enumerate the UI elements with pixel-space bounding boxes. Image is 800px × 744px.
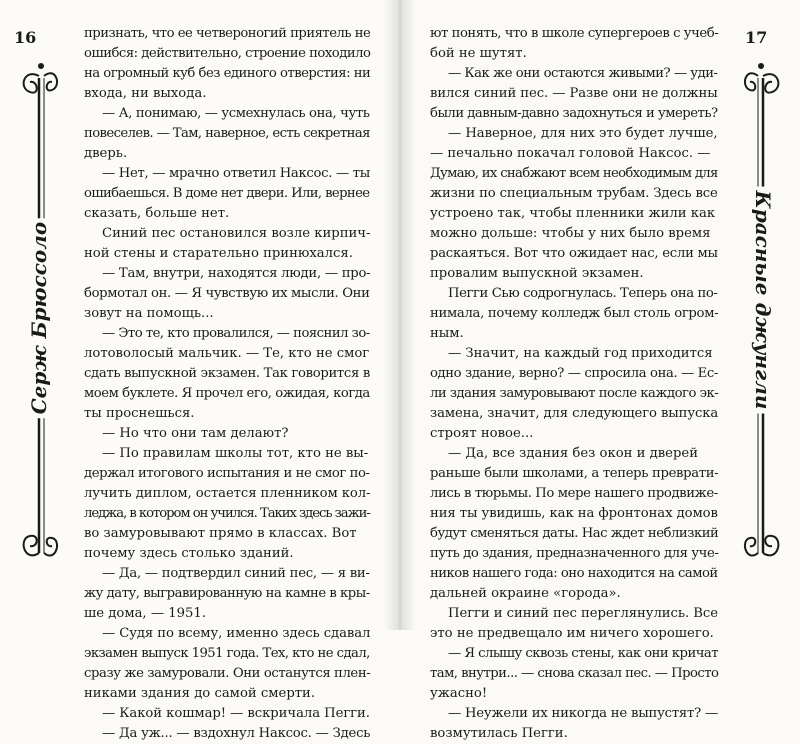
text-line: будут сменяться даты. Нас ждет неблизкий: [430, 526, 719, 541]
text-line: моем буклете. Я прочел его, ожидая, когда: [84, 386, 370, 401]
text-line: жизни по специальным трубам. Здесь все: [430, 186, 718, 201]
text-line: ным.: [430, 326, 464, 341]
text-line: во замуровывают прямо в классах. Вот: [84, 526, 357, 541]
text-line: ужасно!: [430, 686, 488, 701]
text-line: леджа, в котором он учился. Таких здесь зажи-: [84, 506, 370, 521]
text-line: — Это те, кто провалился, — пояснил зо-: [102, 326, 370, 341]
text-line: ты проснешься.: [84, 406, 195, 421]
text-line: лотоволосый мальчик. — Те, кто не смог: [84, 346, 370, 361]
text-line: — Да, — подтвердил синий пес, — я ви-: [102, 566, 370, 581]
text-line: — Да уж... — вздохнул Наксос. — Здесь: [102, 726, 371, 741]
text-line: — Да, все здания без окон и дверей: [448, 446, 699, 461]
text-line: Пегги Сью содрогнулась. Теперь она по-: [448, 286, 718, 301]
text-line: на огромный куб без единого отверстия: ни: [84, 66, 371, 81]
text-line: сказать, больше нет.: [84, 206, 230, 221]
text-line: провалим выпускной экзамен.: [430, 266, 644, 281]
text-line: — Судя по всему, именно здесь сдавал: [102, 626, 371, 641]
text-line: — Наверное, для них это будет лучше,: [448, 126, 718, 141]
text-line: Синий пес остановился возле кирпич-: [102, 226, 371, 241]
body-text: [84, 24, 370, 744]
text-line: зовут на помощь...: [84, 306, 214, 321]
text-line: там, внутри... — снова сказал пес. — Просто: [430, 666, 719, 681]
text-line: сдать выпускной экзамен. Так говорится в: [84, 366, 370, 381]
text-line: это не предвещало им ничего хорошего.: [430, 626, 714, 641]
text-line: ошибся: действительно, строение походило: [84, 46, 371, 61]
text-line: ния ты увидишь, как на фронтонах домов: [430, 506, 718, 521]
text-line: — Там, внутри, находятся люди, — про-: [102, 266, 371, 281]
text-line: — Я слышу сквозь стены, как они кричат: [448, 646, 719, 661]
body-text: [430, 24, 718, 744]
text-line: ной стены и старательно принюхался.: [84, 246, 353, 261]
text-line: держал итогового испытания и не смог по-: [84, 466, 370, 481]
text-line: строят новое...: [430, 426, 534, 441]
text-line: ют понять, что в школе супергероев с учеб-: [430, 26, 719, 41]
text-line: Думаю, их снабжают всем необходимым для: [430, 166, 718, 181]
text-line: ников нашего года: оно находится на самой: [430, 566, 718, 581]
text-line: — Значит, на каждый год приходится: [448, 346, 713, 361]
running-title: Красные джунгли: [749, 187, 777, 414]
text-line: экзамен выпуск 1951 года. Тех, кто не сдал,: [84, 646, 370, 661]
text-line: устроено так, чтобы пленники жили как: [430, 206, 716, 221]
text-line: бой не шутят.: [430, 46, 527, 61]
text-line: никами здания до самой смерти.: [84, 686, 316, 701]
text-line: бормотал он. — Я чувствую их мысли. Они: [84, 286, 370, 301]
text-line: повеселев. — Там, наверное, есть секретная: [84, 126, 370, 141]
right-page: [400, 0, 800, 741]
text-line: Пегги и синий пес переглянулись. Все: [448, 606, 718, 621]
text-line: возмутилась Пегги.: [430, 726, 568, 741]
text-line: — А, понимаю, — усмехнулась она, чуть: [102, 106, 370, 121]
text-line: лучить диплом, остается пленником кол-: [84, 486, 371, 501]
text-line: жу дату, выгравированную на камне в кры-: [84, 586, 370, 601]
text-line: — Как же они остаются живыми? — уди-: [448, 66, 718, 81]
text-line: признать, что ее четвероногий приятель не: [84, 26, 371, 41]
text-line: входа, ни выхода.: [84, 86, 207, 101]
text-line: — Неужели их никогда не выпустят? —: [448, 706, 719, 721]
text-line: дверь.: [84, 146, 128, 161]
text-line: раскаяться. Вот что ожидает нас, если мы: [430, 246, 718, 261]
text-line: ше дома, — 1951.: [84, 606, 206, 621]
text-line: раньше были школами, а теперь преврати-: [430, 466, 719, 481]
text-line: — Какой кошмар! — вскричала Пегги.: [102, 706, 370, 721]
text-line: путь до здания, предназначенного для уче-: [430, 546, 719, 561]
text-line: ли здания замуровывают после каждого эк-: [430, 386, 719, 401]
text-line: можно дольше: чтобы у них было время: [430, 226, 711, 241]
text-line: сразу же замуровали. Они останутся плен-: [84, 666, 371, 681]
page-number: 16: [14, 28, 37, 47]
text-line: — Нет, — мрачно ответил Наксос. — ты: [102, 166, 370, 181]
page-number: 17: [745, 28, 768, 47]
text-line: замена, значит, для следующего выпуска: [430, 406, 719, 421]
text-line: нимала, почему колледж был столь огром-: [430, 306, 719, 321]
text-line: ошибаешься. В доме нет двери. Или, вернее: [84, 186, 370, 201]
text-line: — Но что они там делают?: [102, 426, 289, 441]
text-line: вился синий пес. — Разве они не должны: [430, 86, 718, 101]
text-line: одно здание, верно? — спросила она. — Ес-: [430, 366, 718, 381]
text-line: были давным-давно задохнуться и умереть?: [430, 106, 718, 121]
text-line: — печально покачал головой Наксос. —: [430, 146, 711, 161]
left-page: [0, 0, 400, 741]
book-gutter: [384, 0, 416, 630]
text-line: почему здесь столько зданий.: [84, 546, 294, 561]
text-line: — По правилам школы тот, кто не вы-: [102, 446, 369, 461]
text-line: дальней окраине «города».: [430, 586, 621, 601]
running-title: Серж Брюссоло: [25, 218, 53, 418]
text-line: лись в тюрьмы. По мере нашего продвиже-: [430, 486, 718, 501]
